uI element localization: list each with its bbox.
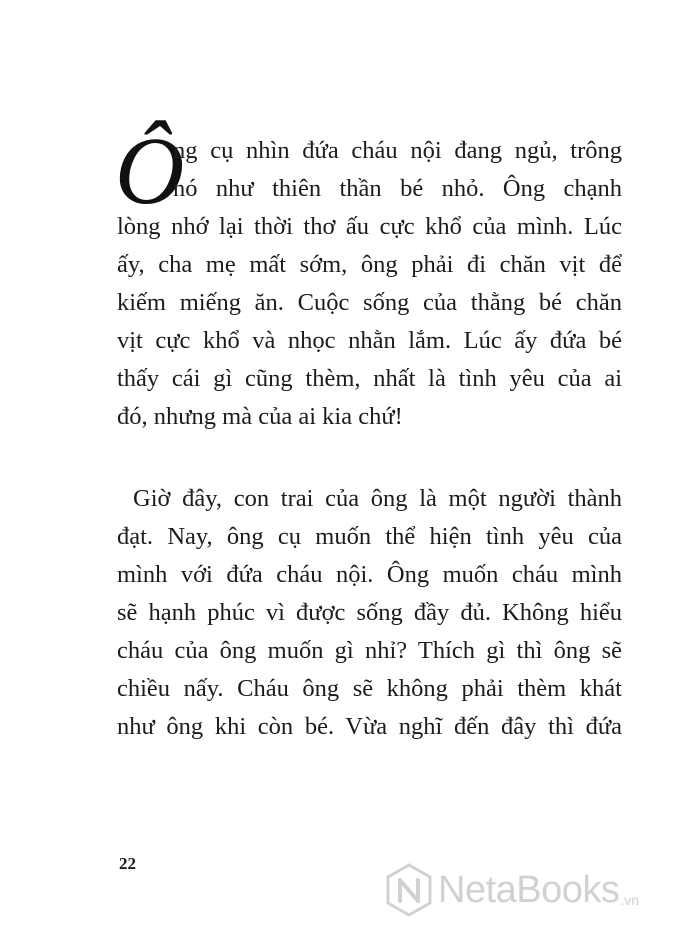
drop-cap: Ô xyxy=(115,117,185,224)
text-line: kiếm miếng ăn. Cuộc sống của thằng bé chăn xyxy=(117,289,622,316)
netabooks-logo-icon xyxy=(386,863,432,917)
page-number: 22 xyxy=(119,854,136,873)
text-line: lòng nhớ lại thời thơ ấu cực khổ của mình. Lúc xyxy=(117,213,622,240)
text-line: ấy, cha mẹ mất sớm, ông phải đi chăn vịt để xyxy=(117,251,622,278)
text-line: chiều nấy. Cháu ông sẽ không phải thèm khát xyxy=(117,675,622,702)
watermark-suffix: .vn xyxy=(620,892,640,908)
text-line: nó như thiên thần bé nhỏ. Ông chạnh xyxy=(173,175,622,202)
text-line: mình với đứa cháu nội. Ông muốn cháu mình xyxy=(117,561,622,588)
watermark xyxy=(386,862,639,918)
text-line: thấy cái gì cũng thèm, nhất là tình yêu của ai xyxy=(117,365,622,392)
paragraph-2 xyxy=(117,480,622,746)
text-line: Giờ đây, con trai của ông là một người thành xyxy=(133,485,622,512)
paragraph-1 xyxy=(117,132,622,436)
text-line: cháu của ông muốn gì nhỉ? Thích gì thì ông sẽ xyxy=(117,637,622,664)
text-line: ng cụ nhìn đứa cháu nội đang ngủ, trông xyxy=(173,137,622,164)
text-line: đạt. Nay, ông cụ muốn thể hiện tình yêu của xyxy=(117,523,622,550)
text-line: đó, nhưng mà của ai kia chứ! xyxy=(117,403,403,430)
text-line: như ông khi còn bé. Vừa nghĩ đến đây thì đứa xyxy=(117,713,622,740)
watermark-brand: NetaBooks xyxy=(438,868,620,911)
text-line: vịt cực khổ và nhọc nhằn lắm. Lúc ấy đứa bé xyxy=(117,327,622,354)
text-line: sẽ hạnh phúc vì được sống đầy đủ. Không hiểu xyxy=(117,599,622,626)
